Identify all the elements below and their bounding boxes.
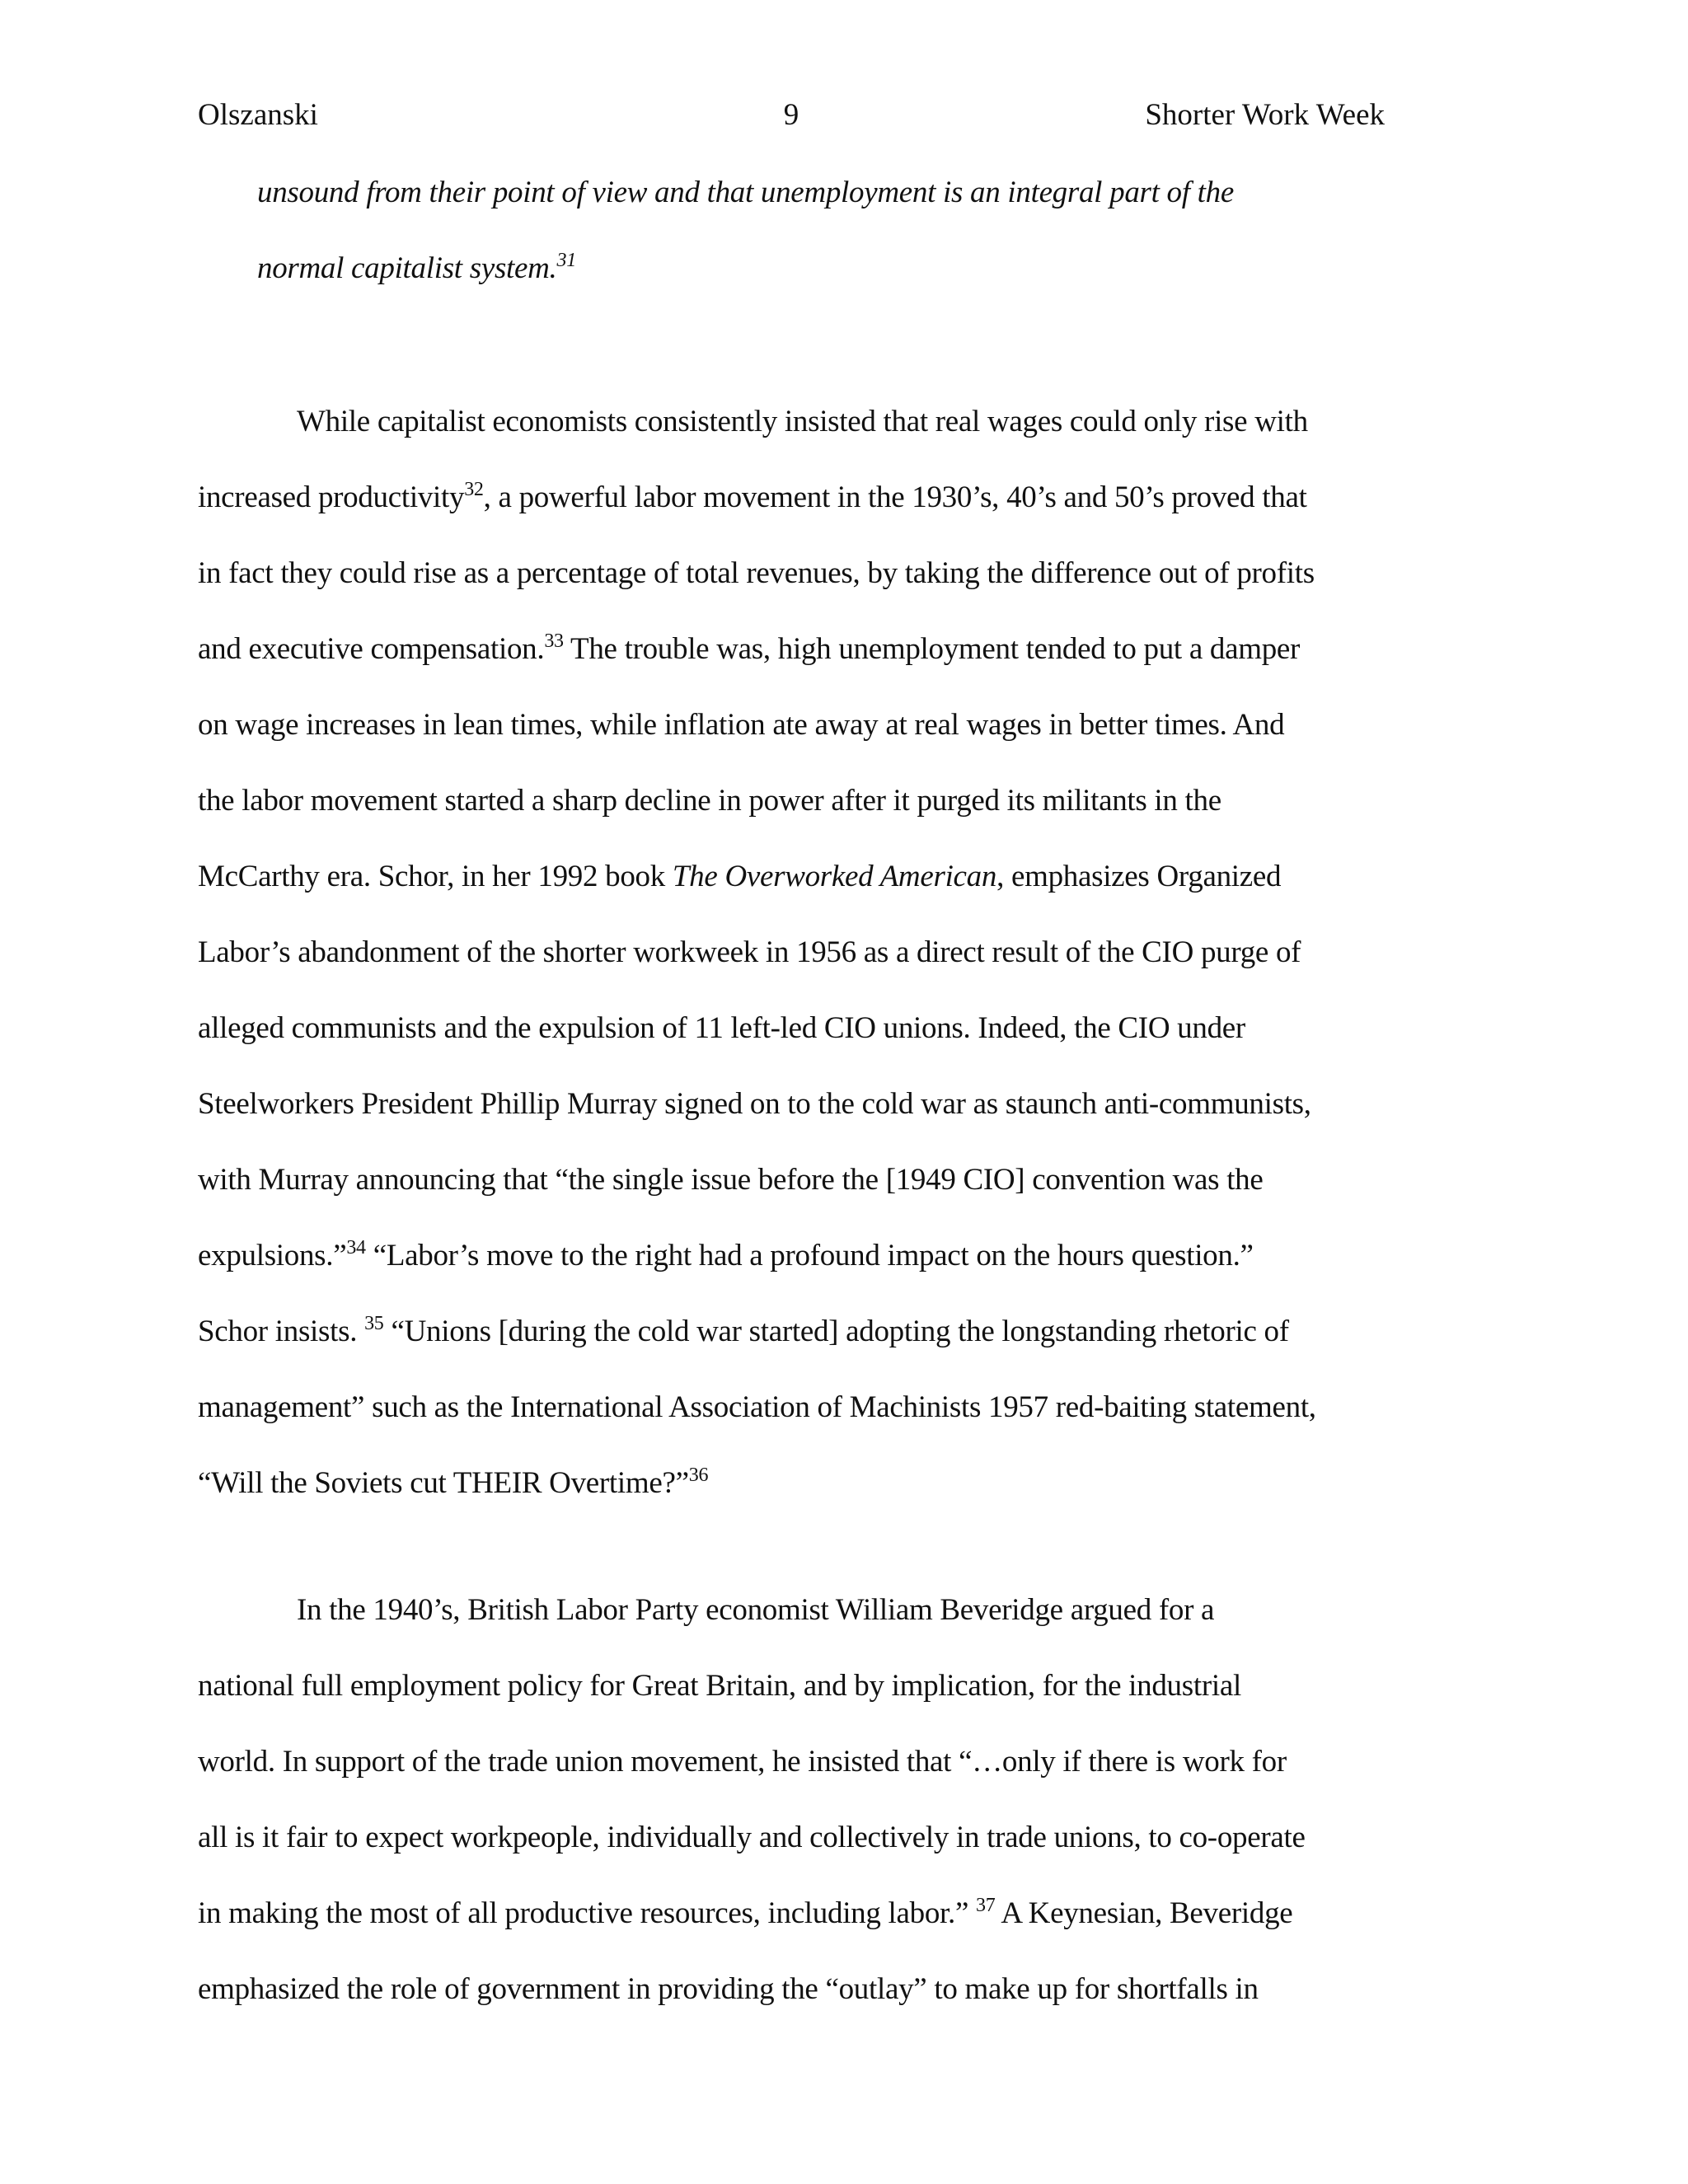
footnote-ref: 33 (544, 630, 564, 652)
paragraph-line: national full employment policy for Great Britain, and by implication, for the industrial (198, 1669, 1241, 1703)
text-run: , a powerful labor movement in the 1930’s, 40’s and 50’s proved that (483, 480, 1307, 514)
paragraph-line: the labor movement started a sharp decline in power after it purged its militants in the (198, 784, 1221, 818)
header-short-title: Shorter Work Week (1145, 98, 1385, 132)
footnote-ref: 35 (364, 1313, 384, 1334)
paragraph-line (198, 479, 1307, 514)
text-run: Schor insists. (198, 1315, 365, 1348)
header-author: Olszanski (198, 98, 318, 132)
paragraph-line: emphasized the role of government in providing the “outlay” to make up for shortfalls in (198, 1972, 1259, 2006)
paragraph-line: alleged communists and the expulsion of 11 left-led CIO unions. Indeed, the CIO under (198, 1011, 1245, 1045)
quote-line: unsound from their point of view and that unemployment is an integral part of the (257, 176, 1234, 209)
paragraph-line: in fact they could rise as a percentage of total revenues, by taking the difference out of profits (198, 556, 1315, 590)
paragraph-line (198, 1895, 1293, 1930)
text-run: “Unions [during the cold war started] adopting the longstanding rhetoric of (383, 1315, 1289, 1348)
paragraph-line: management” such as the International Association of Machinists 1957 red-baiting statement, (198, 1390, 1316, 1424)
text-run: “Will the Soviets cut THEIR Overtime?” (198, 1466, 689, 1500)
footnote-ref: 36 (688, 1465, 709, 1486)
text-run: increased productivity (198, 480, 465, 514)
paragraph-line (198, 861, 1281, 892)
footnote-ref: 37 (976, 1895, 996, 1916)
text-run: and executive compensation. (198, 632, 545, 666)
quote-text: normal capitalist system. (257, 251, 557, 285)
page-header (198, 97, 1385, 138)
text-run: , emphasizes Organized (996, 860, 1282, 893)
paragraph-line: with Murray announcing that “the single issue before the [1949 CIO] convention was the (198, 1163, 1264, 1197)
paragraph-line (198, 630, 1301, 666)
text-run: A Keynesian, Beveridge (995, 1896, 1293, 1930)
text-run: in making the most of all productive resources, including labor.” (198, 1896, 977, 1930)
paragraph-line: all is it fair to expect workpeople, individually and collectively in trade unions, to co-operate (198, 1821, 1306, 1854)
text-run: expulsions.” (198, 1239, 347, 1272)
paragraph-line: While capitalist economists consistently insisted that real wages could only rise with (297, 405, 1308, 438)
text-run: The trouble was, high unemployment tended to put a damper (563, 632, 1301, 666)
footnote-ref: 32 (464, 479, 484, 500)
paragraph-line: Labor’s abandonment of the shorter workweek in 1956 as a direct result of the CIO purge of (198, 935, 1301, 969)
text-run: “Labor’s move to the right had a profound impact on the hours question.” (365, 1239, 1254, 1272)
text-run: McCarthy era. Schor, in her 1992 book (198, 860, 673, 893)
paragraph-line (198, 1465, 709, 1500)
paragraph-line (198, 1237, 1254, 1272)
paragraph-line (198, 1313, 1289, 1348)
paragraph-line: In the 1940’s, British Labor Party economist William Beveridge argued for a (297, 1593, 1215, 1627)
paragraph-line: on wage increases in lean times, while inflation ate away at real wages in better times. And (198, 708, 1285, 742)
quote-line (257, 250, 576, 285)
paragraph-line: world. In support of the trade union movement, he insisted that “…only if there is work for (198, 1745, 1287, 1779)
footnote-ref: 34 (346, 1237, 366, 1258)
book-title: The Overworked American (672, 860, 997, 893)
paragraph-line: Steelworkers President Phillip Murray signed on to the cold war as staunch anti-communists, (198, 1087, 1311, 1121)
header-page-number: 9 (783, 98, 799, 132)
footnote-ref: 31 (556, 250, 576, 271)
